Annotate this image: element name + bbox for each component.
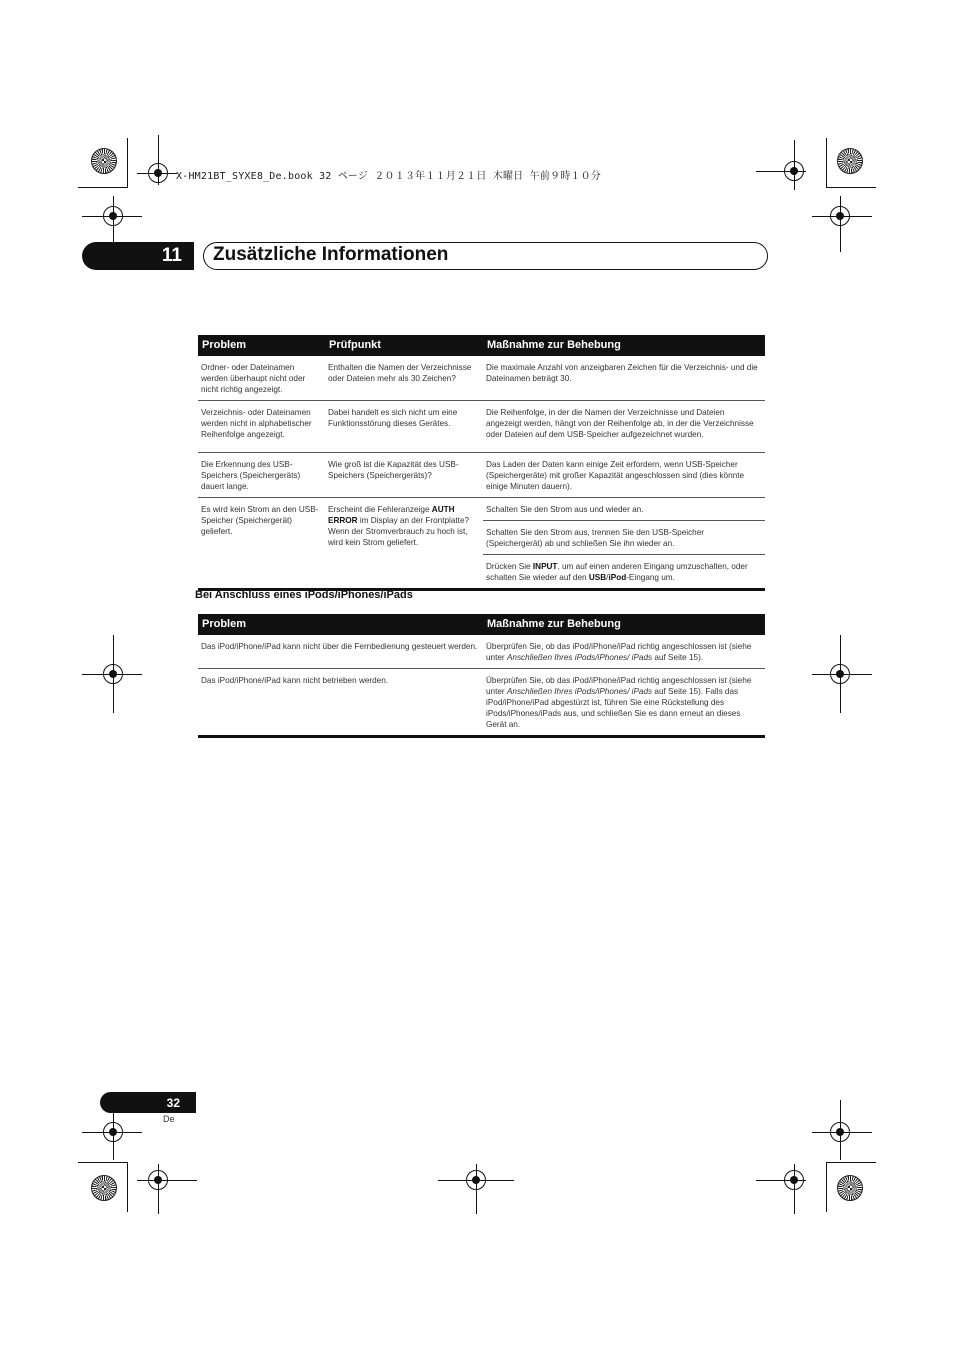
column-header-check: Prüfpunkt <box>325 335 483 356</box>
remedy-cell: Schalten Sie den Strom aus, trennen Sie den USB-Speicher (Speichergerät) ab und schließen Sie ihn wieder an. <box>483 521 765 555</box>
input-button-label: INPUT <box>532 562 558 571</box>
section-reference: Anschließen Ihres iPods/iPhones/ iPads <box>506 653 653 662</box>
chapter-number: 11 <box>82 242 194 270</box>
remedy-text: / <box>606 573 609 582</box>
registration-star-icon <box>91 148 117 174</box>
column-header-remedy: Maßnahme zur Behebung <box>483 335 765 356</box>
ipod-troubleshooting-table <box>198 614 765 738</box>
remedy-text: -Eingang um. <box>626 573 675 582</box>
table-row <box>198 356 765 401</box>
check-cell: Dabei handelt es sich nicht um eine Funktionsstörung dieses Gerätes. <box>325 401 483 453</box>
remedy-text: auf Seite 15). Falls das iPod/iPhone/iPad abgestürzt ist, führen Sie eine Rückstellung des iPods/iPhones/iPads aus, und schließen Sie es dann erneut an dieses Gerät an. <box>486 687 741 729</box>
problem-cell: Es wird kein Strom an den USB-Speicher (Speichergerät) geliefert. <box>198 498 325 590</box>
page-number: 32 <box>100 1092 196 1113</box>
table-row <box>198 401 765 453</box>
remedy-text: Drücken Sie <box>486 562 533 571</box>
check-text: Erscheint die Fehleranzeige <box>328 505 432 514</box>
problem-cell: Ordner- oder Dateinamen werden überhaupt nicht oder nicht richtig angezeigt. <box>198 356 325 401</box>
check-cell: Wie groß ist die Kapazität des USB-Speichers (Speichergeräts)? <box>325 453 483 498</box>
column-header-problem: Problem <box>198 335 325 356</box>
remedy-cell: Die maximale Anzahl von anzeigbaren Zeichen für die Verzeichnis- und die Dateinamen beträgt 30. <box>483 356 765 401</box>
table-row <box>198 635 765 669</box>
usb-troubleshooting-table <box>198 335 765 591</box>
remedy-cell <box>483 635 765 669</box>
section-heading-ipod: Bei Anschluss eines iPods/iPhones/iPads <box>195 589 413 601</box>
remedy-text: Überprüfen Sie, ob das iPod/iPhone/iPad richtig angeschlossen ist (siehe unter <box>486 642 752 662</box>
table-row <box>198 498 765 521</box>
problem-cell: Das iPod/iPhone/iPad kann nicht betrieben werden. <box>198 669 483 737</box>
remedy-text: , um auf einen anderen Eingang umzuschalten, oder schalten Sie wieder auf den <box>486 562 748 582</box>
table-row <box>198 669 765 737</box>
problem-cell: Verzeichnis- oder Dateinamen werden nicht in alphabetischer Reihenfolge angezeigt. <box>198 401 325 453</box>
table-row <box>198 453 765 498</box>
registration-star-icon <box>837 1175 863 1201</box>
column-header-remedy: Maßnahme zur Behebung <box>483 614 765 635</box>
check-text: im Display an der Frontplatte? Wenn der Stromverbrauch zu hoch ist, wird kein Strom geliefert. <box>328 516 470 547</box>
remedy-cell <box>483 669 765 737</box>
remedy-cell: Schalten Sie den Strom aus und wieder an. <box>483 498 765 521</box>
page-language: De <box>163 1114 175 1124</box>
table-header-row <box>198 614 765 635</box>
auth-error-label: AUTH ERROR <box>328 505 455 525</box>
check-cell: Enthalten die Namen der Verzeichnisse oder Dateien mehr als 30 Zeichen? <box>325 356 483 401</box>
remedy-text: auf Seite 15). <box>652 653 704 662</box>
problem-cell: Die Erkennung des USB-Speichers (Speichergeräts) dauert lange. <box>198 453 325 498</box>
check-cell <box>325 498 483 590</box>
column-header-problem: Problem <box>198 614 483 635</box>
problem-cell: Das iPod/iPhone/iPad kann nicht über die Fernbedienung gesteuert werden. <box>198 635 483 669</box>
remedy-cell <box>483 555 765 590</box>
remedy-cell: Die Reihenfolge, in der die Namen der Verzeichnisse und Dateien angezeigt werden, hängt von der Reihenfolge ab, in der die Verzeichnisse oder Dateien auf dem USB-Speicher aufgezeichnet wurden. <box>483 401 765 453</box>
section-reference: Anschließen Ihres iPods/iPhones/ iPads <box>506 687 653 696</box>
registration-star-icon <box>91 1175 117 1201</box>
ipod-label: iPod <box>608 573 627 582</box>
print-header-line: X-HM21BT_SYXE8_De.book 32 ページ ２０１３年１１月２１日 木曜日 午前９時１０分 <box>176 171 601 182</box>
remedy-text: Überprüfen Sie, ob das iPod/iPhone/iPad richtig angeschlossen ist (siehe unter <box>486 676 752 696</box>
remedy-cell: Das Laden der Daten kann einige Zeit erfordern, wenn USB-Speicher (Speichergeräte) mit großer Kapazität angeschlossen sind (dies könnte einige Minuten dauern). <box>483 453 765 498</box>
table-header-row <box>198 335 765 356</box>
chapter-title: Zusätzliche Informationen <box>213 244 449 265</box>
usb-label: USB <box>588 573 607 582</box>
registration-star-icon <box>837 148 863 174</box>
